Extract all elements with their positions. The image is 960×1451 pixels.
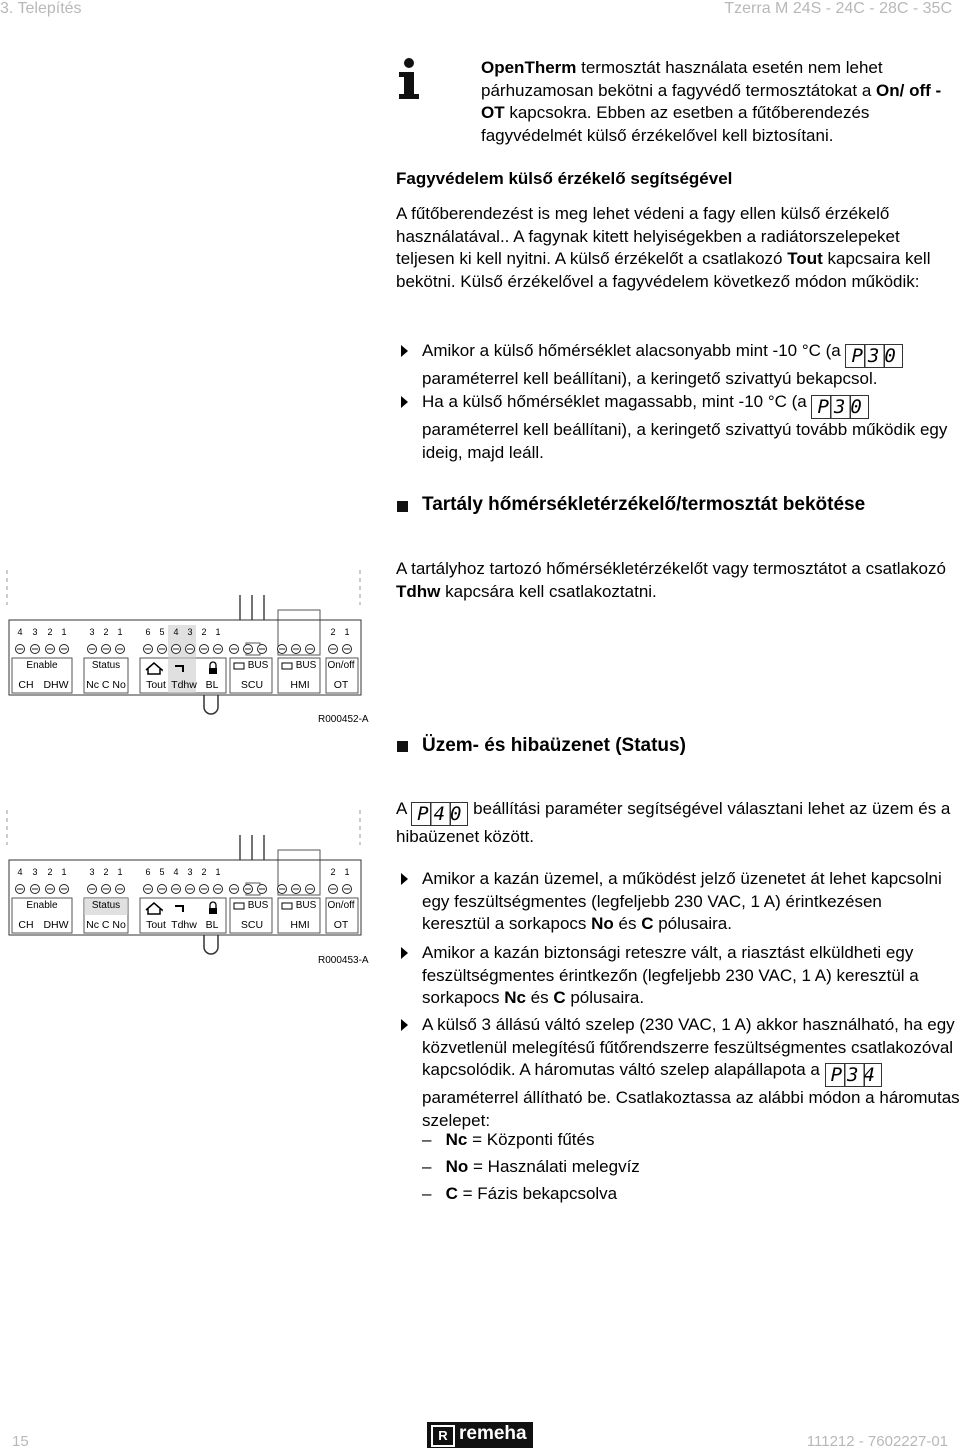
section-bullet-icon: [397, 501, 408, 512]
valve-c: – C = Fázis bekapcsolva: [422, 1184, 618, 1203]
param-p30-display: P30: [845, 344, 902, 368]
terminal-label: BUS: [247, 660, 269, 671]
terminal-number: 2: [47, 627, 53, 637]
frost-bullet-2: Ha a külső hőmérséklet magassabb, mint -10 °C (a P30 paraméterrel kell beállítani), a keringető szivattyú tovább működik egy ideig, majd leáll.: [422, 392, 948, 462]
page-number: 15: [12, 1433, 29, 1450]
terminal-label: DHW: [43, 919, 69, 931]
terminal-label: On/off: [327, 900, 355, 911]
bullet-arrow-icon: [401, 947, 408, 959]
terminal-label: Tout: [146, 919, 166, 931]
terminal-number: 6: [145, 627, 151, 637]
terminal-label: Nc C No: [86, 919, 126, 931]
valve-no: – No = Használati melegvíz: [422, 1157, 640, 1176]
lock-shackle: [210, 662, 216, 668]
status-bullet-3: A külső 3 állású váltó szelep (230 VAC, 1 A) akkor használható, ha egy közvetlenül melegítésű fűtőrendszerre feszültségmentes csatlakozóval kapcsolódik. A háromutas váltó szelep alapállapota a P34 paraméterrel állítható be. Csatlakoztassa az alábbi módon a háromutas szelepet:: [422, 1015, 960, 1130]
terminal-number: 2: [103, 867, 109, 877]
cable-loop: [204, 695, 218, 714]
terminal-label: Tdhw: [171, 679, 197, 691]
terminal-number: 1: [215, 627, 221, 637]
terminal-label: Status: [91, 660, 121, 671]
status-heading: Üzem- és hibaüzenet (Status): [422, 735, 686, 756]
frost-bullet-1: Amikor a külső hőmérséklet alacsonyabb mint -10 °C (a P30 paraméterrel kell beállítani), a keringető szivattyú bekapcsol.: [422, 341, 901, 388]
info-note: OpenTherm termosztát használata esetén nem lehet párhuzamosan bekötni a fagyvédő termosztátokat a On/ off - OT kapcsokra. Ebben az esetben a fűtőberendezés fagyvédelmét külső érzékelővel kell biztosítani.: [481, 58, 942, 145]
house-icon: [146, 663, 162, 674]
terminal-number: 2: [201, 867, 207, 877]
terminal-number: 1: [117, 627, 123, 637]
terminal-label: HMI: [290, 919, 310, 931]
frost-paragraph: A fűtőberendezést is meg lehet védeni a fagy ellen külső érzékelő használatával.. A fagynak kitett helyiségekben a radiátorszelepeket teljesen ki kell nyitni. A külső érzékelőt a csatlakozó Tout kapcsaira kell bekötni. Külső érzékelővel a fagyvédelem következő módon működik:: [396, 204, 931, 291]
terminal-number: 1: [61, 627, 67, 637]
lock-icon: [209, 908, 217, 914]
bus-icon: [282, 663, 292, 669]
terminal-label: BL: [205, 679, 219, 691]
terminal-number: 3: [89, 867, 95, 877]
terminal-number: 1: [117, 867, 123, 877]
param-p40-display: P40: [411, 802, 468, 826]
terminal-label: Tout: [146, 679, 166, 691]
lock-shackle: [210, 902, 216, 908]
lock-icon: [209, 668, 217, 674]
terminal-label: BUS: [295, 900, 317, 911]
terminal-label: Nc C No: [86, 679, 126, 691]
bus-icon: [282, 903, 292, 909]
terminal-number: 6: [145, 867, 151, 877]
terminal-label: BL: [205, 919, 219, 931]
section-bullet-icon: [397, 741, 408, 752]
tank-paragraph: A tartályhoz tartozó hőmérsékletérzékelőt vagy termosztátot a csatlakozó Tdhw kapcsára kell csatlakoztatni.: [396, 559, 946, 601]
bus-icon: [234, 663, 244, 669]
terminal-number: 4: [173, 627, 179, 637]
bullet-arrow-icon: [401, 396, 408, 408]
house-icon: [146, 903, 162, 914]
bullet-arrow-icon: [401, 873, 408, 885]
terminal-number: 1: [344, 867, 350, 877]
terminal-label: Enable: [26, 900, 58, 911]
terminal-number: 4: [17, 627, 23, 637]
terminal-number: 3: [32, 867, 38, 877]
terminal-number: 3: [32, 627, 38, 637]
tank-heading: Tartály hőmérsékletérzékelő/termosztát bekötése: [422, 494, 866, 515]
bus-icon: [234, 903, 244, 909]
terminal-diagram-tdhw: [0, 565, 370, 730]
terminal-label: SCU: [240, 679, 264, 691]
terminal-label: Status: [91, 900, 121, 911]
param-p34-display: P34: [825, 1063, 882, 1087]
status-paragraph: A P40 beállítási paraméter segítségével választani lehet az üzem és a hibaüzenet között.: [396, 799, 951, 846]
terminal-label: HMI: [290, 679, 310, 691]
terminal-label: DHW: [43, 679, 69, 691]
model-header: Tzerra M 24S - 24C - 28C - 35C: [724, 0, 952, 17]
status-bullet-2: Amikor a kazán biztonsági reteszre vált, a riasztást elküldheti egy feszültségmentes érintkezőn (legfeljebb 230 VAC, 1 A) keresztül a sorkapocs Nc és C pólusaira.: [422, 943, 919, 1007]
cable-loop: [204, 935, 218, 954]
bullet-arrow-icon: [401, 1019, 408, 1031]
terminal-label: OT: [333, 679, 349, 691]
terminal-label: OT: [333, 919, 349, 931]
terminal-label: CH: [18, 679, 34, 691]
valve-nc: – Nc = Központi fűtés: [422, 1130, 595, 1149]
figure-ref: R000453-A: [318, 955, 369, 966]
terminal-label: Enable: [26, 660, 58, 671]
terminal-label: BUS: [295, 660, 317, 671]
terminal-label: On/off: [327, 660, 355, 671]
terminal-number: 1: [344, 627, 350, 637]
terminal-diagram-status: [0, 805, 370, 965]
doc-code: 111212 - 7602227-01: [806, 1433, 948, 1450]
terminal-number: 3: [187, 627, 193, 637]
terminal-number: 5: [159, 867, 165, 877]
remeha-logo: R remeha: [427, 1422, 533, 1448]
terminal-number: 4: [173, 867, 179, 877]
terminal-number: 2: [103, 627, 109, 637]
terminal-number: 5: [159, 627, 165, 637]
terminal-number: 2: [201, 627, 207, 637]
terminal-label: Tdhw: [171, 919, 197, 931]
terminal-number: 4: [17, 867, 23, 877]
terminal-number: 2: [330, 627, 336, 637]
terminal-label: CH: [18, 919, 34, 931]
terminal-number: 2: [330, 867, 336, 877]
terminal-number: 2: [47, 867, 53, 877]
terminal-number: 3: [187, 867, 193, 877]
terminal-number: 1: [215, 867, 221, 877]
terminal-label: BUS: [247, 900, 269, 911]
frost-heading: Fagyvédelem külső érzékelő segítségével: [396, 169, 733, 188]
param-p30-display: P30: [811, 395, 868, 419]
status-bullet-1: Amikor a kazán üzemel, a működést jelző üzenetet át lehet kapcsolni egy feszültségmentes (legfeljebb 230 VAC, 1 A) érintkezésen keresztül a sorkapocs No és C pólusaira.: [422, 869, 942, 933]
terminal-number: 1: [61, 867, 67, 877]
section-header: 3. Telepítés: [0, 0, 82, 17]
terminal-label: SCU: [240, 919, 264, 931]
bullet-arrow-icon: [401, 345, 408, 357]
info-icon: [396, 58, 424, 100]
figure-ref: R000452-A: [318, 714, 369, 725]
terminal-number: 3: [89, 627, 95, 637]
tap-icon: [175, 906, 183, 912]
